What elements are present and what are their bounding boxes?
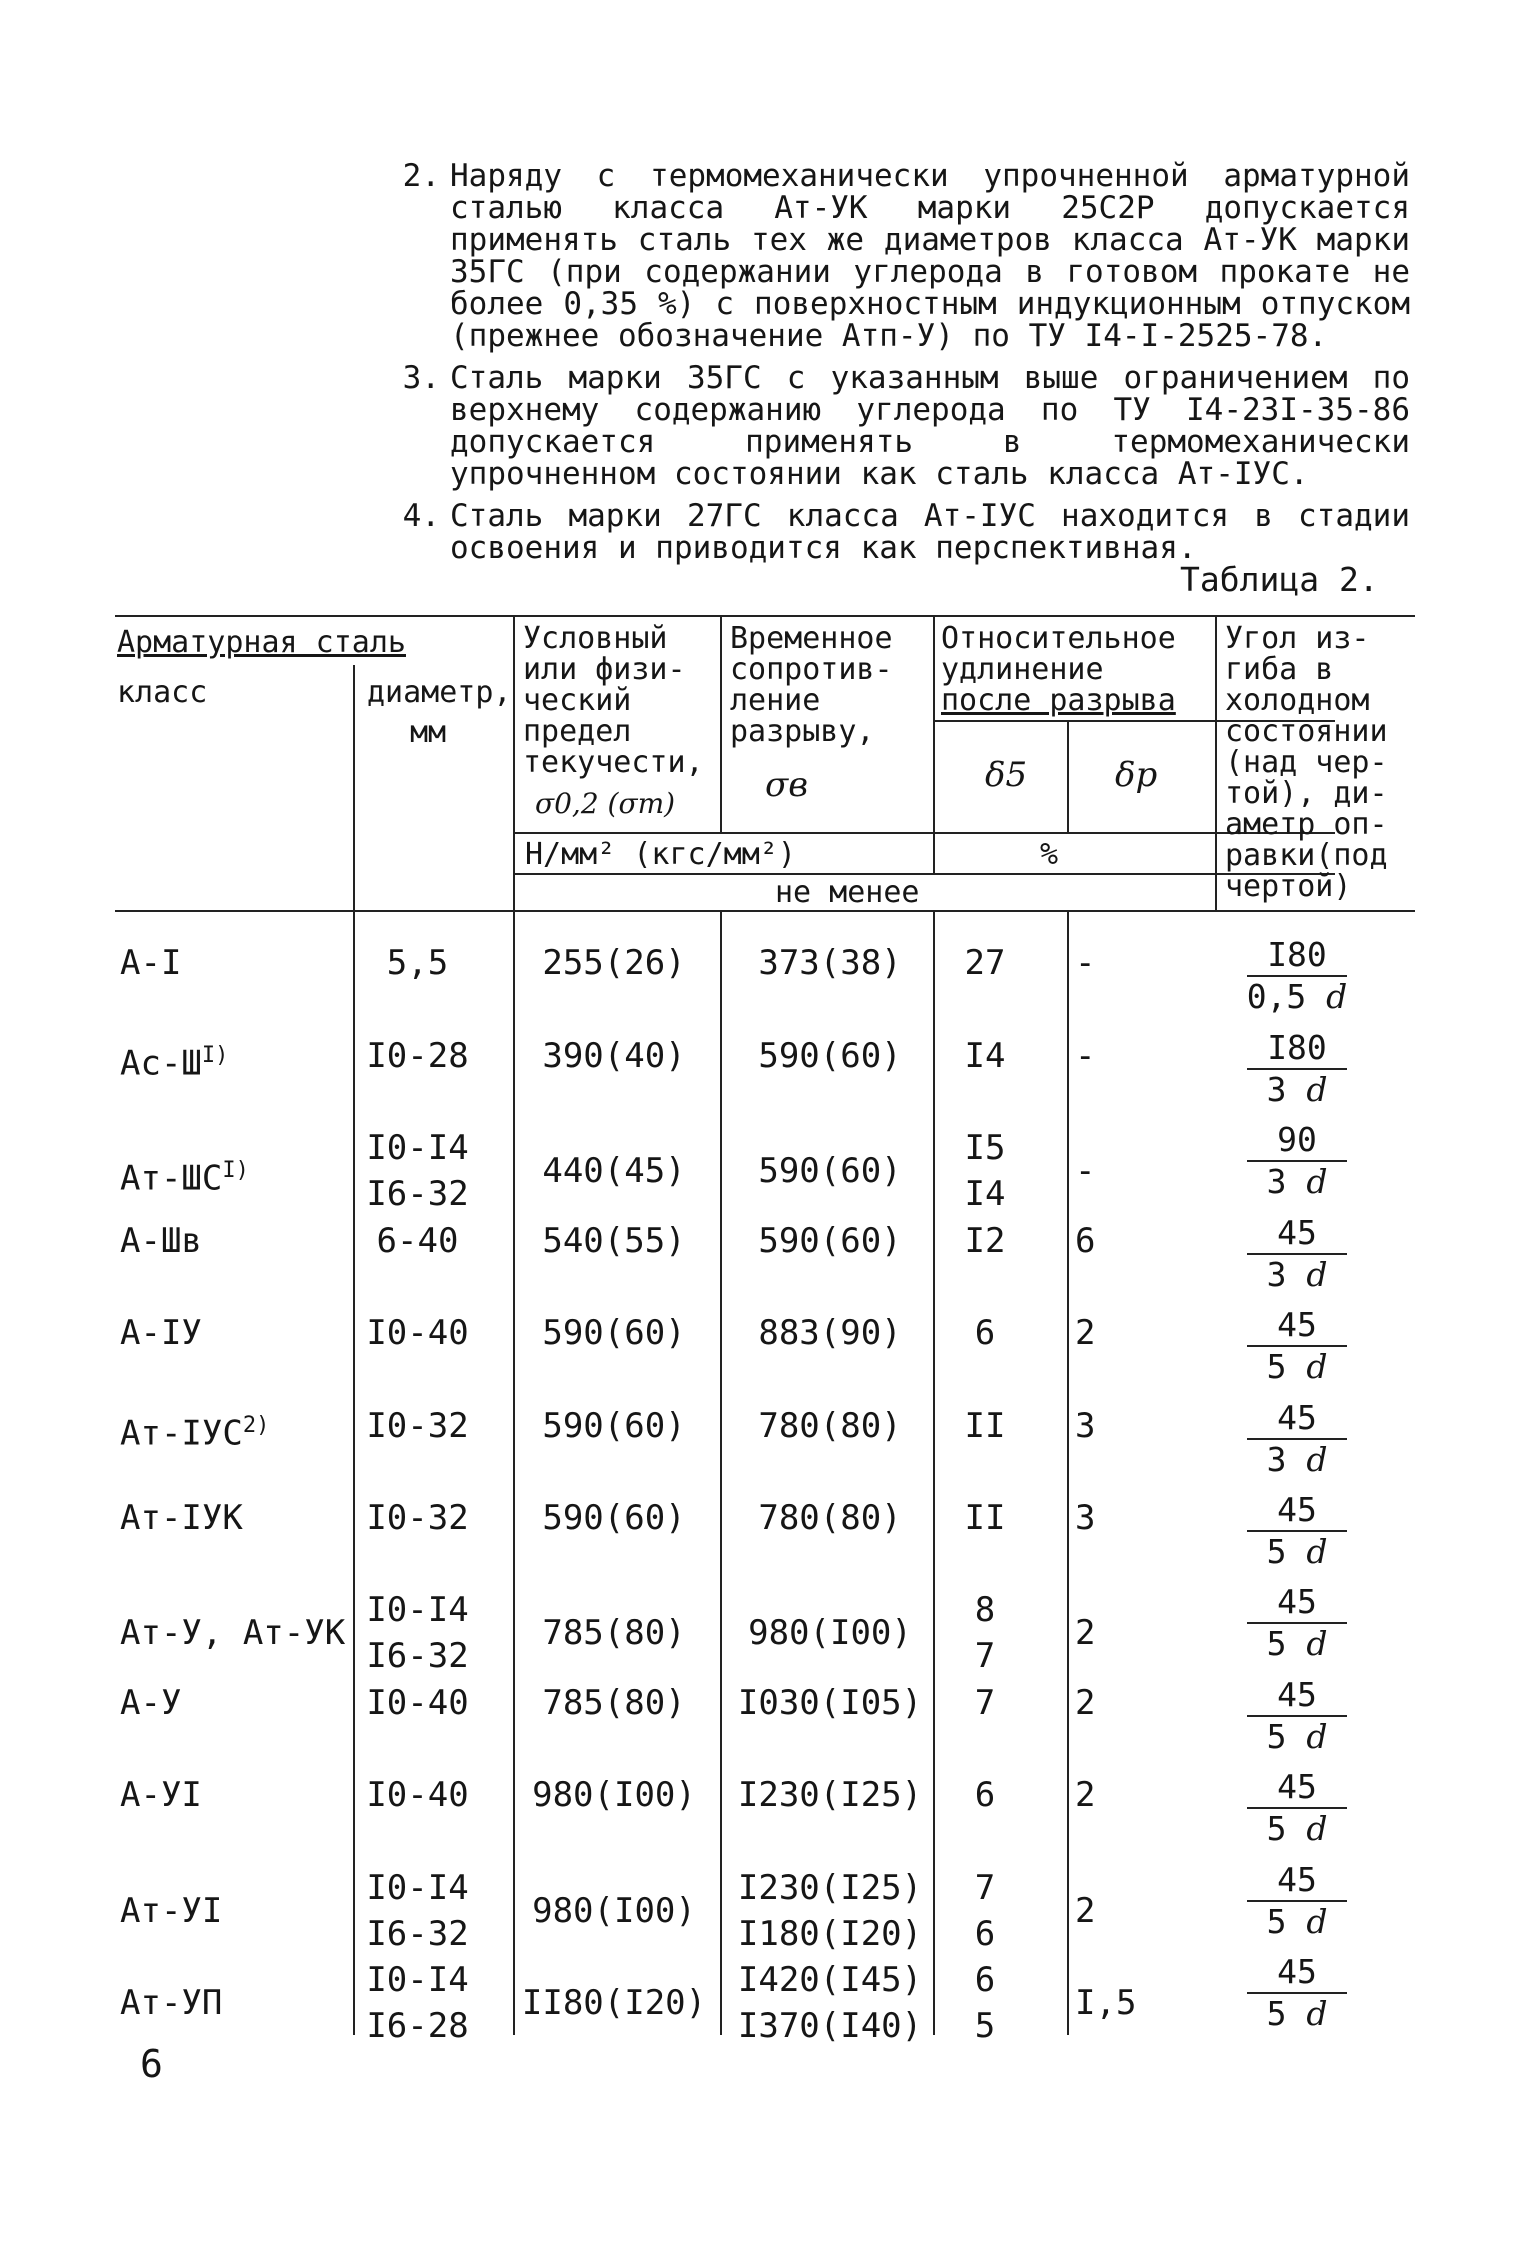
steel-class (120, 1148, 355, 1201)
header-elongation: после разрыва (941, 683, 1176, 718)
steel-class (120, 1495, 355, 1541)
steel-class-label: А-У (120, 1683, 182, 1723)
mandrel-diameter (1237, 1717, 1357, 1759)
mandrel-diameter (1237, 977, 1357, 1019)
mandrel-diameter (1237, 1809, 1357, 1851)
bar-diameter-symbol: d (1306, 1070, 1328, 1109)
tensile-strength-value: 590(60) (758, 1036, 902, 1076)
notes-section (370, 160, 1410, 574)
elongation-dp-value: I,5 (1075, 1983, 1137, 2023)
header-bend: холодном (1225, 683, 1370, 718)
mandrel-diameter (1237, 1440, 1357, 1482)
bend-fraction (1237, 1398, 1357, 1482)
col-divider (720, 615, 722, 832)
steel-class-label: А-Шв (120, 1221, 202, 1261)
mandrel-multiplier: 3 (1266, 1070, 1287, 1109)
bend-angle: 45 (1247, 1398, 1347, 1440)
header-tensile: ление (730, 683, 821, 718)
diameter-value: I6-28 (366, 2006, 469, 2046)
elongation-d5-value: 7 (974, 1683, 996, 1723)
elongation-d5-value: 6 (974, 1914, 996, 1954)
tensile-strength-value: I420(I45) (737, 1960, 923, 2000)
tensile-strength-value: I370(I40) (737, 2006, 923, 2046)
bend-angle: 45 (1247, 1952, 1347, 1994)
col-divider (1067, 720, 1069, 832)
bend-angle: 45 (1247, 1305, 1347, 1347)
yield-strength-value: 590(60) (542, 1406, 686, 1446)
bend-angle: 45 (1247, 1582, 1347, 1624)
tensile-strength-value: 373(38) (758, 943, 902, 983)
tensile-strength-value: I180(I20) (737, 1914, 923, 1954)
elongation-d5-value: 7 (974, 1868, 996, 1908)
bar-diameter-symbol: d (1306, 1624, 1328, 1663)
yield-strength-value: 590(60) (542, 1313, 686, 1353)
note-2 (370, 160, 1410, 352)
elongation-d5-value: II (964, 1498, 1006, 1538)
diameter-value: I0-I4 (366, 1128, 469, 1168)
header-tensile: разрыву, (730, 714, 875, 749)
mandrel-multiplier: 3 (1266, 1255, 1287, 1294)
header-bend: аметр оп- (1225, 807, 1388, 842)
deltap-symbol: δр (1115, 755, 1158, 795)
bend-fraction (1237, 1860, 1357, 1944)
bar-diameter-symbol: d (1306, 1162, 1328, 1201)
steel-class-label: Ас-Ш (120, 1043, 202, 1084)
mandrel-multiplier: 0,5 (1246, 977, 1307, 1016)
elongation-dp-value: 6 (1075, 1221, 1096, 1261)
elongation-dp-value: - (1075, 1036, 1096, 1076)
bend-fraction (1237, 1582, 1357, 1666)
header-yield: текучести, (523, 745, 704, 780)
header-elongation: удлинение (941, 652, 1104, 687)
tensile-strength-value: 590(60) (758, 1151, 902, 1191)
steel-class-label: А-УI (120, 1775, 202, 1815)
bend-angle: I80 (1247, 1028, 1347, 1070)
diameter-value: I6-32 (366, 1174, 469, 1214)
header-class: класс (117, 675, 208, 710)
bar-diameter-symbol: d (1306, 1347, 1328, 1386)
bend-fraction (1237, 1028, 1357, 1112)
note-text: Сталь марки 35ГС с указанным выше ограничением по верхнему содержанию углерода по ТУ I4-23I-35-86 допускается применять в термомеханически упрочненном состоянии как сталь класса Ат-IУС. (450, 360, 1410, 492)
steel-class (120, 1310, 355, 1356)
mandrel-diameter (1237, 1532, 1357, 1574)
header-diameter-unit: мм (410, 715, 447, 750)
header-not-less: не менее (775, 875, 920, 910)
header-units-split-rule (515, 873, 1335, 875)
mandrel-multiplier: 3 (1266, 1440, 1287, 1479)
elongation-d5-value: 7 (974, 1636, 996, 1676)
tensile-symbol: σв (765, 765, 808, 805)
bar-diameter-symbol: d (1306, 1994, 1328, 2033)
tensile-strength-value: 980(I00) (748, 1613, 912, 1653)
yield-strength-value: 785(80) (542, 1613, 686, 1653)
footnote-mark: I) (222, 1158, 249, 1183)
steel-class-label: Ат-IУК (120, 1498, 243, 1538)
header-bend: той), ди- (1225, 776, 1388, 811)
footnote-mark: I) (201, 1043, 229, 1068)
bend-angle: 45 (1247, 1490, 1347, 1532)
elongation-d5-value: 27 (964, 943, 1006, 983)
diameter-value: I6-32 (366, 1914, 469, 1954)
elongation-d5-value: 5 (974, 2006, 996, 2046)
diameter-value: I0-40 (366, 1683, 469, 1723)
header-bend: Угол из- (1225, 621, 1370, 656)
delta5-symbol: δ5 (985, 755, 1028, 795)
mandrel-multiplier: 5 (1266, 1532, 1287, 1571)
bend-angle: 45 (1247, 1860, 1347, 1902)
steel-class-label: Ат-У, Ат-УК (120, 1613, 346, 1653)
header-bend: гиба в (1225, 652, 1334, 687)
mandrel-diameter (1237, 1347, 1357, 1389)
bend-angle: 45 (1247, 1767, 1347, 1809)
header-bend: (над чер- (1225, 745, 1388, 780)
yield-symbol: σ0,2 (σт) (535, 787, 676, 820)
elongation-dp-value: 2 (1075, 1683, 1096, 1723)
bend-angle: 45 (1247, 1675, 1347, 1717)
header-tensile: Временное (730, 621, 893, 656)
bend-fraction (1237, 1952, 1357, 2036)
header-diameter: диаметр, (367, 675, 512, 710)
note-3 (370, 362, 1410, 490)
diameter-value: I0-32 (366, 1406, 469, 1446)
footnote-mark: 2) (242, 1413, 270, 1438)
tensile-strength-value: I230(I25) (737, 1775, 923, 1815)
bend-fraction (1237, 1767, 1357, 1851)
note-number: 3. (402, 360, 440, 396)
steel-class-label: А-I (120, 943, 182, 983)
elongation-dp-value: - (1075, 943, 1096, 983)
mandrel-multiplier: 5 (1266, 1902, 1287, 1941)
mandrel-diameter (1237, 1902, 1357, 1944)
elongation-d5-value: 6 (974, 1960, 996, 2000)
elongation-d5-value: I4 (964, 1174, 1006, 1214)
header-yield: Условный (523, 621, 668, 656)
col-divider (1067, 910, 1069, 2035)
diameter-value: I0-I4 (366, 1960, 469, 2000)
diameter-value: I0-40 (366, 1775, 469, 1815)
note-number: 2. (402, 158, 440, 194)
bar-diameter-symbol: d (1326, 977, 1348, 1016)
header-bend: чертой) (1225, 869, 1352, 904)
diameter-value: I0-I4 (366, 1868, 469, 1908)
table-top-rule (115, 615, 1415, 617)
header-units-percent: % (1040, 837, 1059, 872)
steel-class (120, 1218, 355, 1264)
elongation-d5-value: 6 (974, 1313, 996, 1353)
steel-class-label: Ат-ШС (120, 1158, 223, 1199)
tensile-strength-value: I030(I05) (737, 1683, 923, 1723)
bar-diameter-symbol: d (1306, 1717, 1328, 1756)
mandrel-diameter (1237, 1070, 1357, 1112)
steel-class (120, 1680, 355, 1726)
bend-angle: 90 (1247, 1120, 1347, 1162)
bend-fraction (1237, 1120, 1357, 1204)
bend-angle: I80 (1247, 935, 1347, 977)
bend-fraction (1237, 935, 1357, 1019)
note-text: Сталь марки 27ГС класса Ат-IУС находится в стадии освоения и приводится как перспективная. (450, 498, 1410, 566)
elongation-dp-value: 3 (1075, 1498, 1096, 1538)
mandrel-multiplier: 5 (1266, 1994, 1287, 2033)
col-divider (720, 910, 722, 2035)
diameter-value: I0-40 (366, 1313, 469, 1353)
bar-diameter-symbol: d (1306, 1902, 1328, 1941)
steel-class (120, 1980, 355, 2026)
elongation-dp-value: 2 (1075, 1313, 1096, 1353)
bar-diameter-symbol: d (1306, 1809, 1328, 1848)
header-bend: равки(под (1225, 838, 1388, 873)
tensile-strength-value: 780(80) (758, 1498, 902, 1538)
bar-diameter-symbol: d (1306, 1255, 1328, 1294)
bend-fraction (1237, 1305, 1357, 1389)
header-yield: предел (523, 714, 632, 749)
steel-properties-table (115, 615, 1415, 2046)
mandrel-multiplier: 5 (1266, 1347, 1287, 1386)
yield-strength-value: 980(I00) (532, 1775, 696, 1815)
bend-fraction (1237, 1490, 1357, 1574)
header-units-stress: Н/мм² (кгс/мм²) (525, 837, 796, 872)
elongation-dp-value: 2 (1075, 1775, 1096, 1815)
steel-class-label: Ат-УI (120, 1891, 223, 1931)
steel-class (120, 1610, 355, 1656)
header-steel-group: Арматурная сталь (117, 625, 406, 660)
yield-strength-value: 980(I00) (532, 1891, 696, 1931)
mandrel-multiplier: 5 (1266, 1717, 1287, 1756)
bar-diameter-symbol: d (1306, 1440, 1328, 1479)
yield-strength-value: 255(26) (542, 943, 686, 983)
elongation-dp-value: 2 (1075, 1891, 1096, 1931)
header-tensile: сопротив- (730, 652, 893, 687)
bend-fraction (1237, 1675, 1357, 1759)
header-bend: состоянии (1225, 714, 1388, 749)
yield-strength-value: 590(60) (542, 1498, 686, 1538)
mandrel-diameter (1237, 1255, 1357, 1297)
yield-strength-value: II80(I20) (521, 1983, 707, 2023)
tensile-strength-value: I230(I25) (737, 1868, 923, 1908)
diameter-value: I6-32 (366, 1636, 469, 1676)
mandrel-diameter (1237, 1162, 1357, 1204)
header-yield: ческий (523, 683, 632, 718)
elongation-dp-value: 3 (1075, 1406, 1096, 1446)
mandrel-diameter (1237, 1624, 1357, 1666)
note-4 (370, 500, 1410, 564)
elongation-d5-value: 6 (974, 1775, 996, 1815)
mandrel-multiplier: 3 (1266, 1162, 1287, 1201)
steel-class (120, 1403, 355, 1456)
steel-class (120, 1033, 355, 1086)
mandrel-multiplier: 5 (1266, 1624, 1287, 1663)
bend-fraction (1237, 1213, 1357, 1297)
yield-strength-value: 440(45) (542, 1151, 686, 1191)
mandrel-diameter (1237, 1994, 1357, 2036)
yield-strength-value: 390(40) (542, 1036, 686, 1076)
steel-class-label: Ат-IУС (120, 1413, 243, 1454)
elongation-d5-value: 8 (974, 1590, 996, 1630)
tensile-strength-value: 883(90) (758, 1313, 902, 1353)
elongation-d5-value: I4 (964, 1036, 1006, 1076)
header-bottom-rule (115, 910, 1415, 912)
steel-class (120, 1772, 355, 1818)
note-number: 4. (402, 498, 440, 534)
elongation-dp-value: 2 (1075, 1613, 1096, 1653)
diameter-value: I0-I4 (366, 1590, 469, 1630)
steel-class-label: А-IУ (120, 1313, 202, 1353)
col-divider (933, 615, 935, 875)
yield-strength-value: 785(80) (542, 1683, 686, 1723)
diameter-value: I0-28 (366, 1036, 469, 1076)
diameter-value: 6-40 (376, 1221, 459, 1261)
bar-diameter-symbol: d (1306, 1532, 1328, 1571)
steel-class (120, 940, 355, 986)
diameter-value: I0-32 (366, 1498, 469, 1538)
bend-angle: 45 (1247, 1213, 1347, 1255)
mandrel-multiplier: 5 (1266, 1809, 1287, 1848)
header-units-rule (515, 832, 1335, 834)
steel-class (120, 1888, 355, 1934)
header-elongation: Относительное (941, 621, 1176, 656)
steel-class-label: Ат-УП (120, 1983, 223, 2023)
col-divider (1215, 615, 1217, 910)
elongation-dp-value: - (1075, 1151, 1096, 1191)
elongation-d5-value: II (964, 1406, 1006, 1446)
diameter-value: 5,5 (386, 943, 449, 983)
elongation-d5-value: I5 (964, 1128, 1006, 1168)
page-number: 6 (140, 2042, 163, 2086)
yield-strength-value: 540(55) (542, 1221, 686, 1261)
note-text: Наряду с термомеханически упрочненной арматурной сталью класса Ат-УК марки 25С2Р допускается применять сталь тех же диаметров класса Ат-УК марки 35ГС (при содержании углерода в готовом прокате не более 0,35 %) с поверхностным индукционным отпуском (прежнее обозначение Атп-У) по ТУ I4-I-2525-78. (450, 158, 1410, 354)
header-yield: или физи- (523, 652, 686, 687)
table-caption: Таблица 2. (1180, 560, 1379, 599)
elongation-d5-value: I2 (964, 1221, 1006, 1261)
tensile-strength-value: 590(60) (758, 1221, 902, 1261)
tensile-strength-value: 780(80) (758, 1406, 902, 1446)
